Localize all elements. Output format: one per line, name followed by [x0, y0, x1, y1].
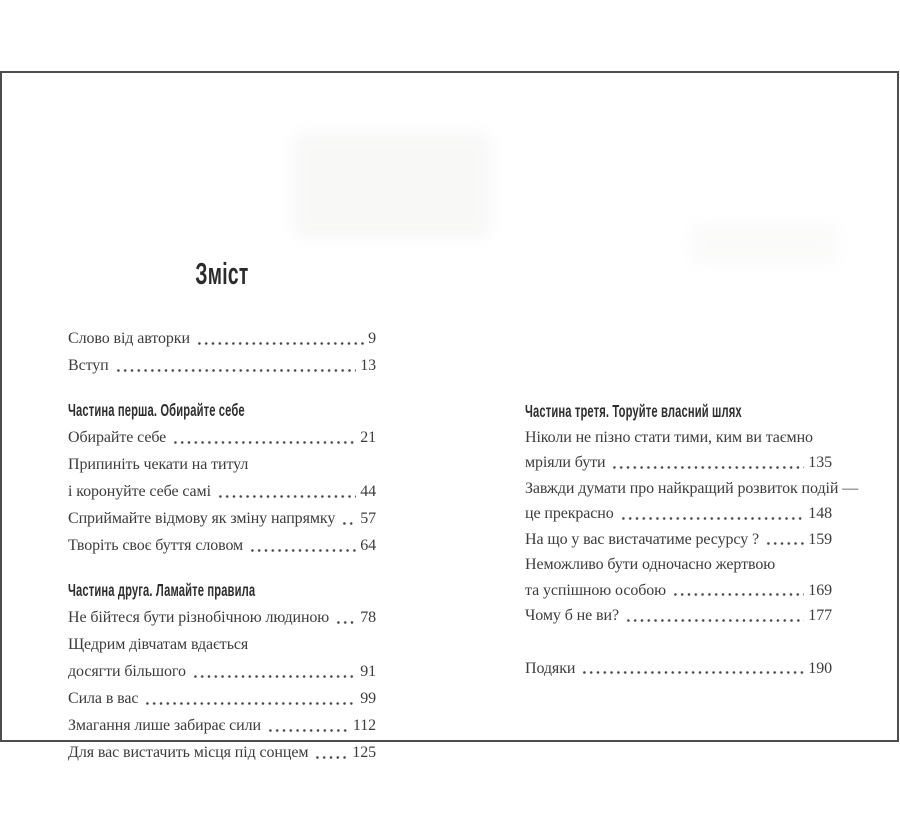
toc-entry-page: 91 — [360, 663, 376, 680]
toc-column-right — [525, 399, 859, 681]
toc-entry — [525, 603, 832, 629]
dot-leader — [266, 712, 349, 739]
toc-entry-label: Сила в вас — [68, 690, 139, 707]
toc-entry-page: 64 — [360, 537, 376, 554]
toc-gap — [68, 559, 376, 577]
toc-entry — [525, 527, 832, 553]
toc-entry — [68, 505, 376, 532]
toc-entry — [525, 501, 832, 527]
toc-section-heading-label: Частина перша. Обирайте себе — [68, 400, 245, 420]
toc-entry-page: 112 — [352, 717, 376, 734]
toc-entry — [68, 631, 376, 658]
toc-entry-label: Не бійтеся бути різнобічною людиною — [68, 609, 330, 626]
toc-entry-label: Ніколи не пізно стати тими, ким ви таємно — [525, 428, 813, 446]
toc-entry — [525, 450, 832, 476]
page-title: Зміст — [195, 256, 249, 291]
toc-entry — [68, 424, 376, 451]
toc-entry — [525, 656, 832, 682]
toc-entry-page: 44 — [360, 483, 376, 500]
dot-leader — [143, 685, 356, 712]
toc-section-heading-label: Частина третя. Торуйте власний шлях — [525, 401, 742, 421]
dot-leader — [764, 527, 804, 553]
toc-entry-page: 148 — [808, 505, 832, 522]
toc-entry-label: Щедрим дівчатам вдається — [68, 636, 249, 653]
toc-entry — [525, 552, 832, 578]
toc-entry-label: це прекрасно — [525, 505, 614, 522]
toc-entry-label: Чому б не ви? — [525, 607, 619, 624]
book-page — [0, 71, 899, 761]
dot-leader — [114, 352, 357, 379]
toc-entry — [68, 325, 376, 352]
dot-leader — [313, 739, 348, 766]
toc-entry-page: 169 — [808, 581, 832, 599]
toc-entry-label: На що у вас вистачатиме ресурсу ? — [525, 530, 759, 548]
dot-leader — [248, 532, 356, 559]
scan-artifact — [690, 223, 840, 265]
toc-section-heading-label: Частина друга. Ламайте правила — [68, 580, 256, 600]
toc-entry-page: 13 — [360, 357, 376, 374]
dot-leader — [610, 450, 804, 476]
toc-entry-page: 99 — [360, 690, 376, 707]
toc-entry-label: Творіть своє буття словом — [68, 537, 244, 554]
toc-entry-label: Завжди думати про найкращий розвиток подій — — [525, 479, 859, 497]
toc-gap — [525, 629, 832, 656]
toc-entry — [68, 478, 376, 505]
dot-leader — [340, 505, 356, 532]
toc-entry-page: 125 — [352, 744, 376, 761]
dot-leader — [624, 603, 804, 629]
toc-entry-page: 21 — [360, 429, 376, 446]
dot-leader — [216, 478, 356, 505]
toc-entry-label: Подяки — [525, 659, 576, 677]
toc-entry — [68, 739, 376, 766]
toc-entry — [68, 532, 376, 559]
toc-entry-label: і коронуйте себе самі — [68, 483, 211, 500]
toc-entry — [68, 604, 376, 631]
toc-entry-page: 57 — [360, 510, 376, 527]
toc-entry-label: Сприймайте відмову як зміну напрямку — [68, 510, 336, 527]
toc-entry-label: та успішною особою — [525, 581, 667, 599]
toc-entry-page: 177 — [808, 607, 832, 624]
toc-entry-label: Обирайте себе — [68, 429, 167, 446]
toc-column-left — [68, 325, 376, 766]
dot-leader — [619, 501, 805, 527]
toc-entry-label: мріяли бути — [525, 454, 606, 471]
toc-entry — [68, 352, 376, 379]
toc-entry-page: 135 — [808, 454, 832, 471]
toc-entry-label: Для вас вистачить місця під сонцем — [68, 744, 309, 761]
toc-section-heading — [68, 397, 376, 424]
toc-entry — [525, 476, 859, 502]
dot-leader — [334, 604, 356, 631]
toc-entry — [68, 685, 376, 712]
toc-entry-page: 78 — [360, 609, 376, 626]
dot-leader — [580, 656, 804, 682]
toc-entry-page: 190 — [808, 659, 832, 677]
toc-entry-label: Вступ — [68, 357, 109, 374]
toc-entry-label: Неможливо бути одночасно жертвою — [525, 556, 776, 573]
toc-entry-page: 9 — [368, 330, 376, 347]
toc-entry — [68, 451, 376, 478]
toc-entry — [68, 712, 376, 739]
dot-leader — [191, 658, 356, 685]
toc-entry-label: Змагання лише забирає сили — [68, 717, 261, 734]
toc-entry — [525, 578, 832, 604]
toc-entry-label: досягти більшого — [68, 663, 186, 680]
dot-leader — [671, 578, 804, 604]
dot-leader — [195, 325, 364, 352]
toc-entry-label: Слово від авторки — [68, 330, 190, 347]
scan-artifact — [292, 131, 492, 239]
dot-leader — [171, 424, 356, 451]
toc-section-heading — [525, 399, 832, 425]
toc-entry-label: Припиніть чекати на титул — [68, 456, 249, 473]
toc-gap — [68, 379, 376, 397]
toc-entry-page: 159 — [808, 530, 832, 548]
toc-section-heading — [68, 577, 376, 604]
toc-entry — [68, 658, 376, 685]
toc-entry — [525, 425, 832, 451]
